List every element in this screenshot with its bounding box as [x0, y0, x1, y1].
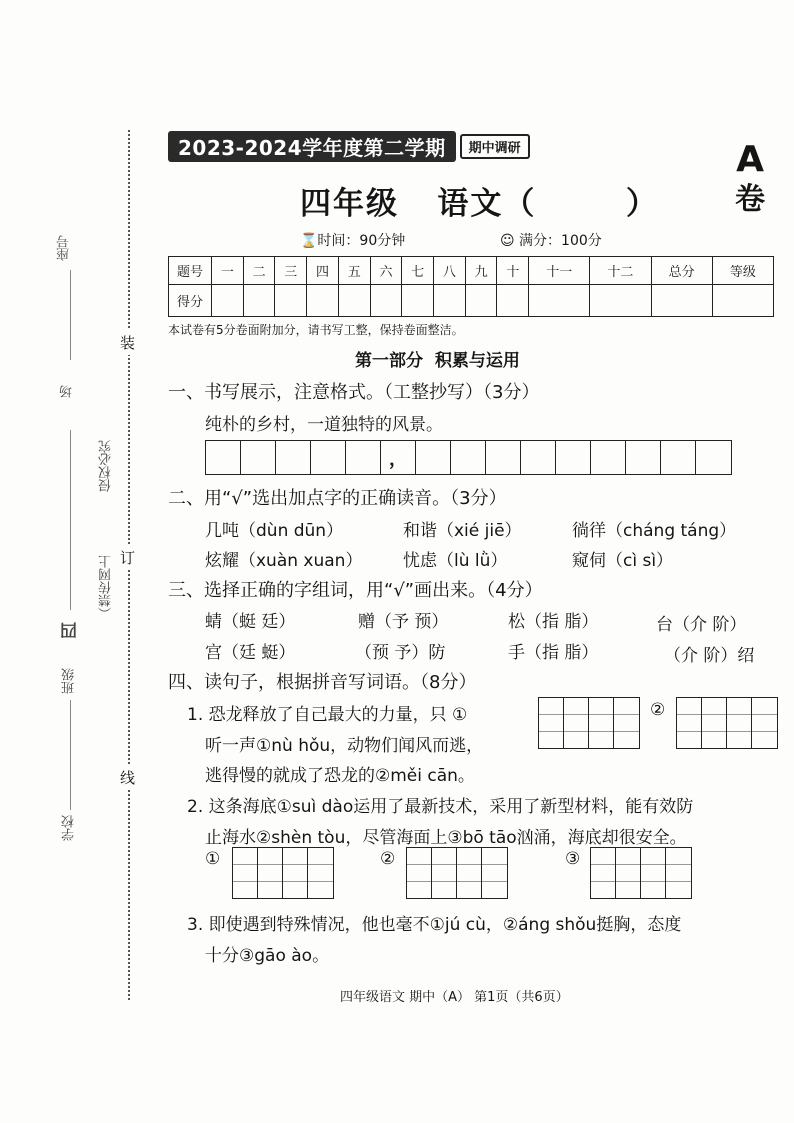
paper-version-juan: 卷 [735, 182, 765, 217]
q3-item: 手（指 脂） [508, 643, 599, 663]
score-cell[interactable] [370, 285, 402, 317]
q1-title: 一、书写展示，注意格式。（工整抄写）（3分） [168, 382, 540, 403]
grid-cell[interactable] [451, 441, 486, 474]
q3-item: （介 阶）绍 [664, 646, 755, 666]
page-footer: 四年级语文 期中（A） 第1页（共6页） [340, 990, 569, 1005]
score-cell[interactable] [275, 285, 307, 317]
col-header: 十 [497, 257, 529, 285]
q2-item: 忧虑（lù lǜ） [403, 551, 508, 571]
score-cell[interactable] [307, 285, 339, 317]
question-number-row [169, 257, 774, 285]
grid-cell[interactable] [486, 441, 521, 474]
grid-cell[interactable] [591, 441, 626, 474]
exam-badge: 期中调研 [460, 134, 530, 159]
q3-item: 赠（予 预） [358, 612, 449, 632]
row-label: 题号 [169, 257, 212, 285]
q4-title: 四、读句子，根据拼音写词语。（8分） [168, 672, 477, 693]
q3-item: 宫（廷 蜓） [205, 643, 296, 663]
school-line [70, 700, 71, 810]
neatness-note: 本试卷有5分卷面附加分，请书写工整，保持卷面整洁。 [168, 323, 464, 337]
answer-grid-2-2[interactable] [406, 847, 508, 899]
venue-label: 场 [60, 385, 75, 398]
term-banner [168, 133, 530, 159]
class-label: 班级 [62, 668, 77, 694]
exam-time: ⌛时间：90分钟 [300, 233, 406, 249]
seat-line [70, 270, 71, 360]
score-cell[interactable] [434, 285, 466, 317]
score-cell[interactable] [212, 285, 244, 317]
col-header: 一 [212, 257, 244, 285]
col-header: 八 [434, 257, 466, 285]
q4-s1-line2: 听一声①nù hǒu，动物们闻风而逃， [205, 736, 484, 756]
grid-cell[interactable] [206, 441, 241, 474]
q4-mark: ② [650, 700, 666, 720]
score-cell[interactable] [338, 285, 370, 317]
q3-item: 台（介 阶） [656, 615, 747, 635]
class-line [70, 430, 71, 610]
q1-writing-grid[interactable] [205, 440, 732, 475]
paper-version-letter: A [736, 139, 764, 180]
grid-cell[interactable] [241, 441, 276, 474]
score-table [168, 256, 774, 317]
score-cell[interactable] [465, 285, 497, 317]
score-cell[interactable] [590, 285, 651, 317]
score-cell[interactable] [243, 285, 275, 317]
q2-title: 二、用“√”选出加点字的正确读音。（3分） [168, 488, 507, 509]
q3-item: 蜻（蜓 廷） [205, 612, 296, 632]
col-header: 十二 [590, 257, 651, 285]
grid-cell[interactable] [416, 441, 451, 474]
grid-cell-comma: ， [381, 441, 416, 474]
part1-heading: 第一部分 积累与运用 [355, 351, 520, 371]
grid-cell[interactable] [346, 441, 381, 474]
score-cell[interactable] [402, 285, 434, 317]
score-cell[interactable] [651, 285, 712, 317]
q3-title: 三、选择正确的字组词，用“√”画出来。（4分） [168, 580, 543, 601]
bind-word-xian: 线 [120, 765, 135, 790]
col-header: 六 [370, 257, 402, 285]
grid-cell[interactable] [661, 441, 696, 474]
page-title: 四年级 语文（ ） [300, 186, 659, 222]
col-header: 十一 [529, 257, 590, 285]
grid-cell[interactable] [556, 441, 591, 474]
q2-item: 炫耀（xuàn xuan） [205, 551, 363, 571]
paper-version-mark [730, 140, 770, 220]
q3-item: （预 予）防 [355, 643, 446, 663]
q4-mark: ② [380, 849, 396, 869]
grid-cell[interactable] [276, 441, 311, 474]
score-cell[interactable] [529, 285, 590, 317]
q4-s1-line1: 1. 恐龙释放了自己最大的力量，只 ① [187, 705, 468, 725]
q3-item: 松（指 脂） [508, 612, 599, 632]
col-header: 总分 [651, 257, 712, 285]
q1-sentence: 纯朴的乡村，一道独特的风景。 [205, 415, 443, 435]
seat-label: 座号 [57, 235, 72, 261]
grid-cell[interactable] [311, 441, 346, 474]
col-header: 九 [465, 257, 497, 285]
q4-mark: ① [205, 849, 221, 869]
answer-grid-2-3[interactable] [590, 847, 692, 899]
grid-cell[interactable] [521, 441, 556, 474]
bind-word-zhuang: 装 [120, 330, 135, 355]
answer-grid-2-1[interactable] [232, 847, 334, 899]
col-header: 五 [338, 257, 370, 285]
row-label: 得分 [169, 285, 212, 317]
term-title: 2023-2024学年度第二学期 [168, 131, 456, 162]
q4-s2-line1: 2. 这条海底①suì dào运用了最新技术，采用了新型材料，能有效防 [187, 797, 694, 817]
forbid-label: （禁传网上 [99, 555, 114, 620]
q4-s2-line2: 止海水②shèn tòu，尽管海面上③bō tāo汹涌，海底却很安全。 [205, 828, 687, 848]
score-cell[interactable] [497, 285, 529, 317]
class-value: 四 [61, 622, 81, 639]
col-header: 二 [243, 257, 275, 285]
q2-item: 几吨（dùn dūn） [205, 521, 344, 541]
col-header: 七 [402, 257, 434, 285]
grid-cell[interactable] [626, 441, 661, 474]
q4-s3-line2: 十分③gāo ào。 [205, 946, 330, 966]
bind-word-ding: 订 [120, 545, 135, 570]
q4-mark: ③ [565, 849, 581, 869]
q2-item: 徜徉（cháng táng） [572, 521, 737, 541]
score-cell[interactable] [712, 285, 773, 317]
q2-item: 窥伺（cì sì） [572, 551, 674, 571]
q4-s3-line1: 3. 即使遇到特殊情况，他也毫不①jú cù，②áng shǒu挺胸，态度 [187, 915, 682, 935]
score-row [169, 285, 774, 317]
col-header: 三 [275, 257, 307, 285]
answer-grid-1-2[interactable] [676, 697, 778, 749]
col-header: 等级 [712, 257, 773, 285]
q4-s1-line3: 逃得慢的就成了恐龙的②měi cān。 [205, 766, 475, 786]
full-marks: ☺ 满分：100分 [500, 233, 602, 249]
copyright-label: 侵权必究 [99, 440, 114, 492]
col-header: 四 [307, 257, 339, 285]
q2-item: 和谐（xié jiē） [403, 521, 522, 541]
answer-grid-1-1[interactable] [538, 697, 640, 749]
grid-cell[interactable] [696, 441, 731, 474]
school-label: 学校 [62, 815, 77, 841]
